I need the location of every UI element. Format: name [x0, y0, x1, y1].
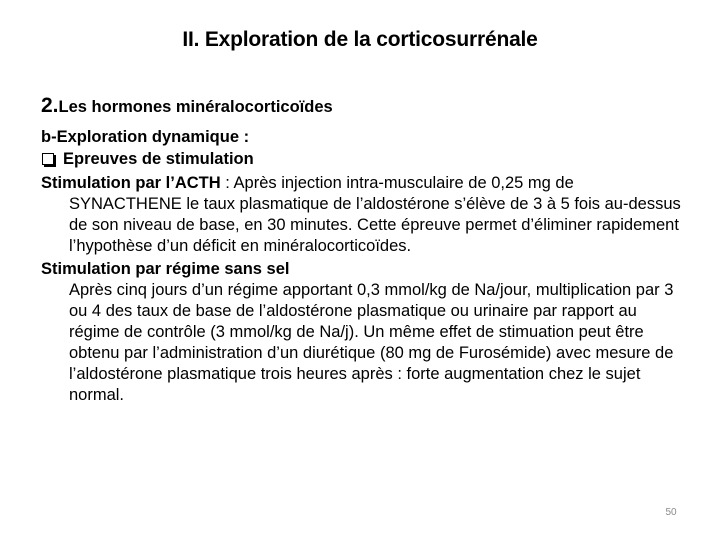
- paragraph-acth: [41, 173, 691, 257]
- subsection-heading: b-Exploration dynamique :: [41, 128, 250, 147]
- bullet-label: Epreuves de stimulation: [63, 149, 254, 168]
- paragraph-acth-text: : Après injection intra-musculaire de 0,25 mg de SYNACTHENE le taux plasmatique de l’aldostérone s’élève de 3 à 5 fois au-dessus de son niveau de base, en 30 minutes. Cette épreuve permet d’éliminer rapidement l’hypothèse d’un déficit en minéralocorticoïdes.: [69, 174, 681, 255]
- paragraph-sans-sel-text: Après cinq jours d’un régime apportant 0,3 mmol/kg de Na/jour, multiplication par 3 ou 4 des taux de base de l’aldostérone plasmatique ou urinaire par rapport au régime de contrôle (3 mmol/kg de Na/j). Un même effet de stimuation peut être obtenu par l’administration d’un diurétique (80 mg de Furosémide) avec mesure de l’aldostérone plasmatique trois heures après : forte augmentation chez le sujet normal.: [69, 280, 674, 404]
- paragraph-sans-sel-label: Stimulation par régime sans sel: [41, 259, 290, 278]
- checkbox-bullet-icon: [42, 153, 54, 165]
- bullet-item: [41, 149, 691, 170]
- section-heading: [41, 93, 691, 119]
- section-label: Les hormones minéralocorticoïdes: [58, 98, 333, 116]
- paragraph-acth-label: Stimulation par l’ACTH: [41, 174, 221, 193]
- slide-content: [41, 93, 691, 406]
- paragraph-sans-sel: [41, 259, 691, 406]
- slide-title: II. Exploration de la corticosurrénale: [182, 28, 538, 51]
- page-number: 50: [665, 507, 677, 518]
- section-number: 2.: [41, 94, 59, 117]
